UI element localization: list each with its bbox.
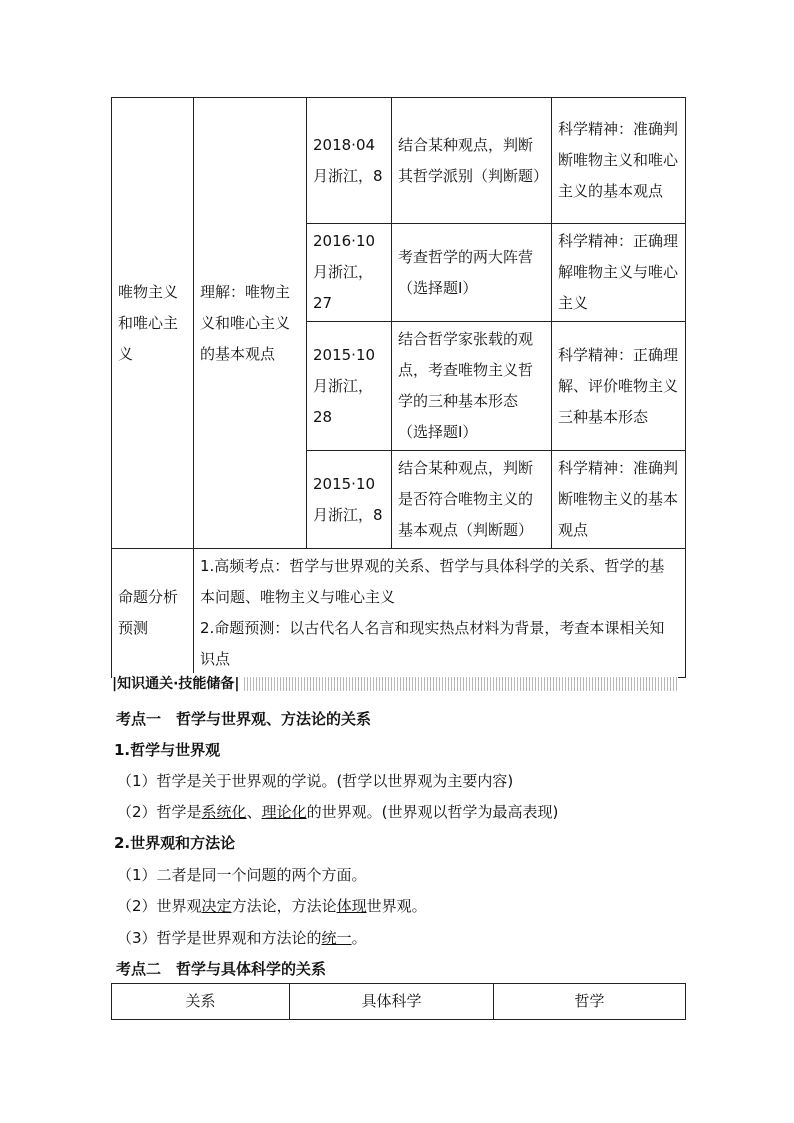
header-philosophy: 哲学	[494, 984, 686, 1020]
underlined-term: 理论化	[261, 803, 307, 821]
underlined-term: 系统化	[201, 803, 247, 821]
header-relation: 关系	[112, 984, 290, 1020]
header-specific-science: 具体科学	[290, 984, 494, 1020]
text-run: 。	[351, 929, 367, 947]
kp1-s1-line-2	[117, 801, 558, 822]
exam-cell: 2018·04月浙江，8	[307, 98, 392, 224]
content-cell: 考查哲学的两大阵营（选择题Ⅰ）	[392, 224, 552, 322]
kp1-section-1-title: 1.哲学与世界观	[114, 741, 221, 759]
kp2-title: 考点二 哲学与具体科学的关系	[116, 960, 327, 978]
underlined-term: 统一	[321, 929, 352, 947]
exam-cell: 2015·10月浙江，8	[307, 451, 392, 549]
literacy-cell: 科学精神：正确理解、评价唯物主义三种基本形态	[552, 322, 686, 451]
section-banner	[112, 673, 678, 695]
text-run: 世界观。	[366, 897, 427, 915]
literacy-cell: 科学精神：正确理解唯物主义与唯心主义	[552, 224, 686, 322]
topic-cell: 唯物主义和唯心主义	[112, 98, 194, 549]
content-cell: 结合哲学家张载的观点，考查唯物主义哲学的三种基本形态（选择题Ⅰ）	[392, 322, 552, 451]
literacy-cell: 科学精神：准确判断唯物主义和唯心主义的基本观点	[552, 98, 686, 224]
kp1-s1-line-1: （1）哲学是关于世界观的学说。(哲学以世界观为主要内容)	[117, 772, 514, 790]
text-run: （2）世界观	[117, 897, 202, 915]
content-cell: 结合某种观点，判断是否符合唯物主义的基本观点（判断题）	[392, 451, 552, 549]
text-run: 方法论，方法论	[231, 897, 337, 915]
underlined-term: 体现	[336, 897, 367, 915]
requirement-cell: 理解：唯物主义和唯心主义的基本观点	[194, 98, 307, 549]
kp1-s2-line-3	[117, 927, 367, 948]
text-run: （2）哲学是	[117, 803, 202, 821]
analysis-point-1: 1.高频考点：哲学与世界观的关系、哲学与具体科学的关系、哲学的基本问题、唯物主义与唯心主义	[200, 557, 665, 606]
banner-title: |知识通关·技能储备|	[112, 673, 244, 695]
exam-cell: 2016·10月浙江，27	[307, 224, 392, 322]
kp1-title: 考点一 哲学与世界观、方法论的关系	[116, 710, 372, 728]
literacy-cell: 科学精神：准确判断唯物主义的基本观点	[552, 451, 686, 549]
kp1-s2-line-1: （1）二者是同一个问题的两个方面。	[117, 866, 367, 884]
text-run: 的世界观。(世界观以哲学为最高表现)	[306, 803, 559, 821]
underlined-term: 决定	[201, 897, 232, 915]
text-run: （3）哲学是世界观和方法论的	[117, 929, 322, 947]
exam-analysis-table	[111, 97, 686, 678]
kp2-table	[111, 983, 686, 1020]
analysis-point-2: 2.命题预测：以古代名人名言和现实热点材料为背景，考查本课相关知识点	[200, 619, 665, 668]
text-run: 、	[246, 803, 262, 821]
analysis-content-cell	[194, 549, 686, 678]
kp1-s2-line-2	[117, 895, 427, 916]
kp1-section-2-title: 2.世界观和方法论	[114, 834, 236, 852]
content-cell: 结合某种观点，判断其哲学派别（判断题）	[392, 98, 552, 224]
analysis-label-cell: 命题分析预测	[112, 549, 194, 678]
exam-cell: 2015·10月浙江，28	[307, 322, 392, 451]
